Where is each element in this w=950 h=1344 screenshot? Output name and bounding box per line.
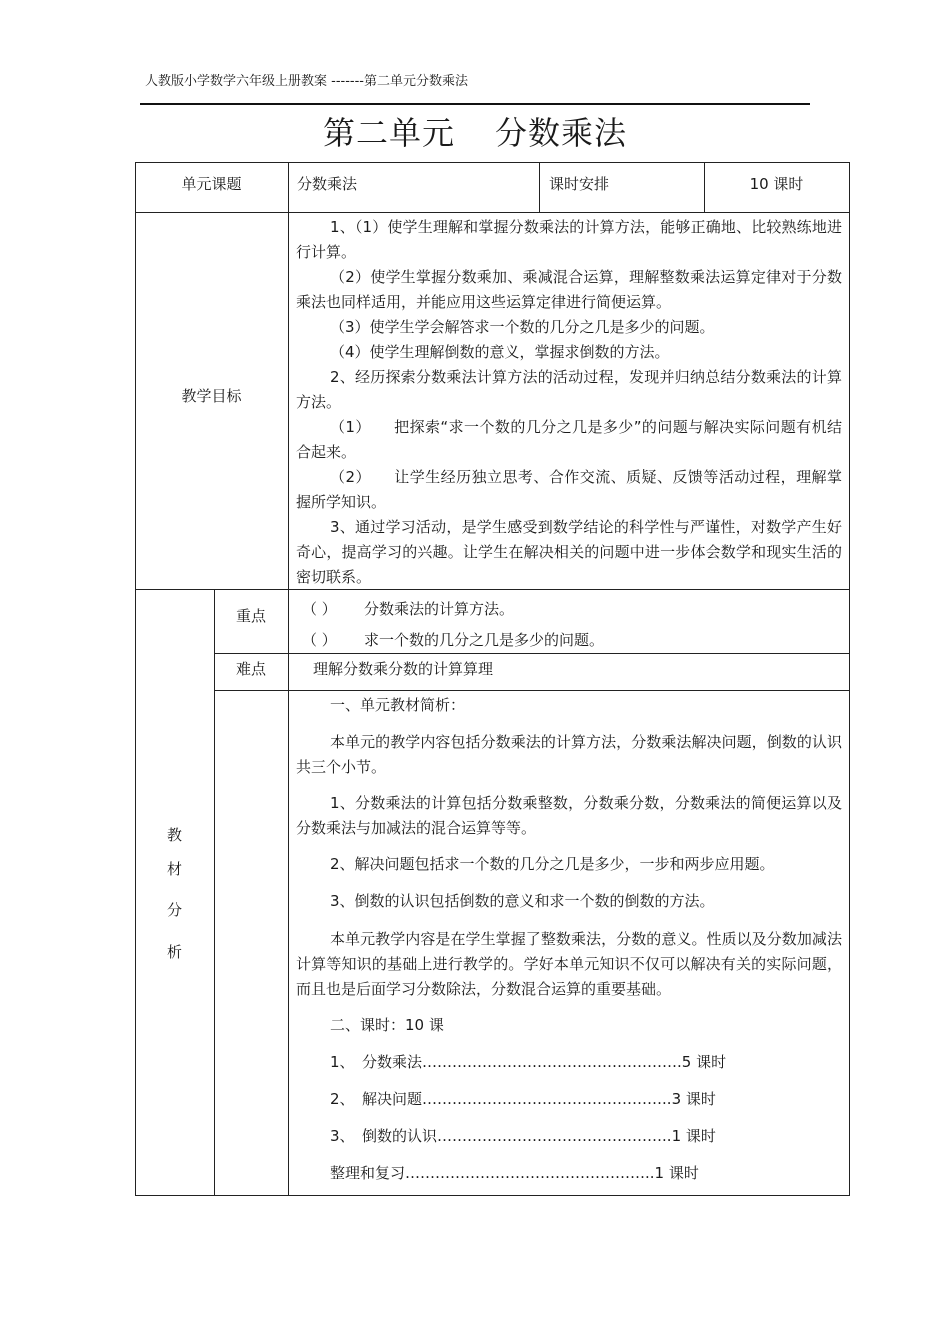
key-point-item: 求一个数的几分之几是多少的问题。 — [364, 631, 605, 649]
schedule-item: 整理和复习…………………………………………..1 课时 — [330, 1164, 699, 1182]
analysis-paragraph: 2、解决问题包括求一个数的几分之几是多少，一步和两步应用题。 — [330, 855, 775, 873]
analysis-paragraph: 1、分数乘法的计算包括分数乘整数，分数乘分数，分数乘法的简便运算以及分数乘法与加减法的混合运算等等。 — [296, 794, 842, 837]
schedule-label: 课时安排 — [549, 175, 610, 193]
difficulty-label: 难点 — [235, 660, 266, 678]
schedule-item: 2、 解决问题…………………………………………..3 课时 — [330, 1090, 716, 1108]
analysis-paragraph: 本单元的教学内容包括分数乘法的计算方法，分数乘法解决问题，倒数的认识共三个小节。 — [296, 733, 842, 776]
key-points-label: 重点 — [235, 607, 266, 625]
analysis-label-char: 分 — [166, 901, 182, 919]
header-rule — [140, 103, 810, 105]
schedule-item: 3、 倒数的认识………………………………………..1 课时 — [330, 1127, 716, 1145]
schedule-item: 1、 分数乘法…………………………………………….5 课时 — [330, 1053, 727, 1071]
objectives-label: 教学目标 — [181, 387, 242, 405]
unit-topic-label: 单元课题 — [181, 175, 242, 193]
objective-paragraph: （2） 让学生经历独立思考、合作交流、质疑、反馈等活动过程，理解掌握所学知识。 — [296, 468, 842, 511]
schedule-value: 10 课时 — [749, 175, 804, 193]
objective-paragraph: （1） 把探索“求一个数的几分之几是多少”的问题与解决实际问题有机结合起来。 — [296, 418, 842, 461]
objective-paragraph: 2、经历探索分数乘法计算方法的活动过程，发现并归纳总结分数乘法的计算方法。 — [296, 368, 842, 411]
analysis-paragraph: 3、倒数的认识包括倒数的意义和求一个数的倒数的方法。 — [330, 892, 715, 910]
analysis-label-char: 析 — [166, 943, 182, 961]
title-unit: 第二单元 — [322, 114, 455, 152]
objective-paragraph: 3、通过学习活动，是学生感受到数学结论的科学性与严谨性，对数学产生好奇心，提高学习的兴趣。让学生在解决相关的问题中进一步体会数学和现实生活的密切联系。 — [296, 518, 842, 586]
title-topic: 分数乘法 — [495, 114, 628, 152]
key-point-item: 分数乘法的计算方法。 — [364, 600, 515, 618]
analysis-label-char: 教 — [166, 826, 182, 844]
page-header: 人教版小学数学六年级上册教案 -------第二单元分数乘法 — [145, 74, 468, 89]
schedule-heading: 二、课时：10 课 — [330, 1016, 444, 1034]
key-point-marker: （ ） — [302, 631, 337, 649]
analysis-label-char: 材 — [166, 860, 182, 878]
page-title — [0, 108, 950, 154]
key-point-marker: （ ） — [302, 600, 337, 618]
objective-paragraph: 1、（1）使学生理解和掌握分数乘法的计算方法，能够正确地、比较熟练地进行计算。 — [296, 218, 842, 261]
objective-paragraph: （3）使学生学会解答求一个数的几分之几是多少的问题。 — [330, 318, 715, 336]
difficulty-text: 理解分数乘分数的计算算理 — [313, 660, 494, 678]
unit-topic-value: 分数乘法 — [297, 175, 358, 193]
objective-paragraph: （2）使学生掌握分数乘加、乘减混合运算，理解整数乘法运算定律对于分数乘法也同样适用，并能应用这些运算定律进行简便运算。 — [296, 268, 842, 311]
objective-paragraph: （4）使学生理解倒数的意义，掌握求倒数的方法。 — [330, 343, 670, 361]
analysis-paragraph: 本单元教学内容是在学生掌握了整数乘法，分数的意义。性质以及分数加减法计算等知识的基础上进行教学的。学好本单元知识不仅可以解决有关的实际问题，而且也是后面学习分数除法，分数混合运算的重要基础。 — [296, 930, 842, 998]
analysis-heading: 一、单元教材简析： — [330, 696, 466, 714]
